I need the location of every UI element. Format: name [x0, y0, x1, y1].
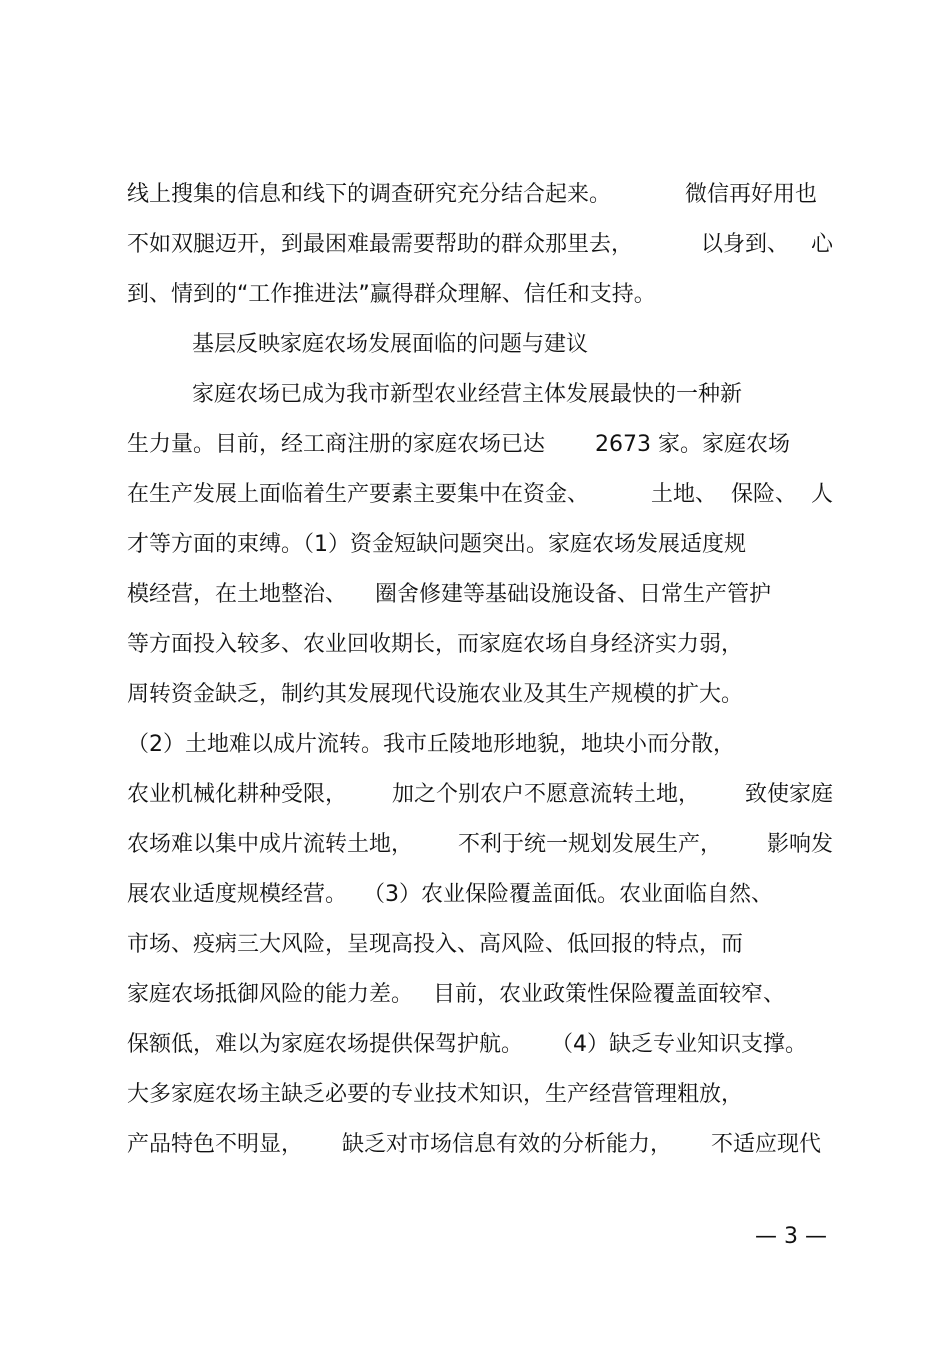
- text-segment: 缺乏对市场信息有效的分析能力，: [341, 1132, 672, 1157]
- text-line-3: [127, 280, 833, 310]
- text-line-16: [127, 930, 833, 960]
- text-segment: 致使家庭: [744, 782, 833, 807]
- text-segment: 才等方面的束缚。（1）资金短缺问题突出。家庭农场发展适度规: [127, 532, 746, 557]
- text-segment: （3）农业保险覆盖面低。农业面临自然、: [363, 882, 774, 907]
- text-segment: 不如双腿迈开，到最困难最需要帮助的群众那里去，: [127, 232, 634, 257]
- text-line-7: [127, 480, 833, 510]
- text-line-6: [127, 430, 833, 460]
- page-number: — 3 —: [755, 1224, 827, 1249]
- text-line-12: [127, 730, 833, 760]
- text-line-17: [127, 980, 833, 1010]
- text-line-19: [127, 1080, 833, 1110]
- text-segment: 周转资金缺乏，制约其发展现代设施农业及其生产规模的扩大。: [127, 682, 744, 707]
- text-segment: 模经营，在土地整治、: [127, 582, 348, 607]
- text-segment: 保险、: [730, 482, 797, 507]
- text-segment: 线上搜集的信息和线下的调查研究充分结合起来。: [127, 182, 612, 207]
- text-line-18: [127, 1030, 833, 1060]
- text-segment: 展农业适度规模经营。: [127, 882, 348, 907]
- text-segment: 在生产发展上面临着生产要素主要集中在资金、: [127, 482, 590, 507]
- text-line-9: [127, 580, 833, 610]
- text-segment: 家庭农场抵御风险的能力差。: [127, 982, 414, 1007]
- text-segment: （2）土地难以成片流转。我市丘陵地形地貌，地块小而分散，: [127, 732, 735, 757]
- section-heading: [192, 330, 898, 360]
- text-segment: （4）缺乏专业知识支撑。: [551, 1032, 808, 1057]
- text-line-20: [127, 1130, 821, 1160]
- text-line-14: [127, 830, 833, 860]
- text-line-11: [127, 680, 833, 710]
- text-segment: 农业机械化耕种受限，: [127, 782, 348, 807]
- text-segment: 家庭农场已成为我市新型农业经营主体发展最快的一种新: [192, 382, 743, 407]
- text-segment: 土地、: [650, 482, 717, 507]
- text-segment: 目前，农业政策性保险覆盖面较窄、: [433, 982, 786, 1007]
- text-segment: 2673 家。家庭农场: [595, 432, 790, 457]
- text-segment: 保额低，难以为家庭农场提供保驾护航。: [127, 1032, 524, 1057]
- text-segment: 大多家庭农场主缺乏必要的专业技术知识，生产经营管理粗放，: [127, 1082, 744, 1107]
- text-segment: 农场难以集中成片流转土地，: [127, 832, 414, 857]
- text-segment: 心: [810, 232, 833, 257]
- text-segment: 不利于统一规划发展生产，: [457, 832, 722, 857]
- text-segment: 影响发: [766, 832, 833, 857]
- text-segment: 以身到、: [700, 232, 789, 257]
- text-line-2: [127, 230, 833, 260]
- text-line-8: [127, 530, 833, 560]
- text-line-10: [127, 630, 833, 660]
- text-segment: 圈舍修建等基础设施设备、日常生产管护: [375, 582, 772, 607]
- text-segment: 产品特色不明显，: [127, 1132, 304, 1157]
- text-line-5: [192, 380, 898, 410]
- text-line-13: [127, 780, 833, 810]
- text-line-15: [127, 880, 833, 910]
- text-segment: 生力量。目前，经工商注册的家庭农场已达: [127, 432, 546, 457]
- text-segment: 微信再好用也: [684, 182, 817, 207]
- text-line-1: [127, 180, 833, 210]
- text-segment: 加之个别农户不愿意流转土地，: [391, 782, 700, 807]
- text-segment: 等方面投入较多、农业回收期长，而家庭农场自身经济实力弱，: [127, 632, 744, 657]
- text-segment: 人: [810, 482, 833, 507]
- text-segment: 市场、疫病三大风险，呈现高投入、高风险、低回报的特点，而: [127, 932, 744, 957]
- text-segment: 到、情到的“工作推进法”赢得群众理解、信任和支持。: [127, 282, 656, 307]
- text-segment: 不适应现代: [710, 1132, 821, 1157]
- heading-text: 基层反映家庭农场发展面临的问题与建议: [192, 332, 589, 357]
